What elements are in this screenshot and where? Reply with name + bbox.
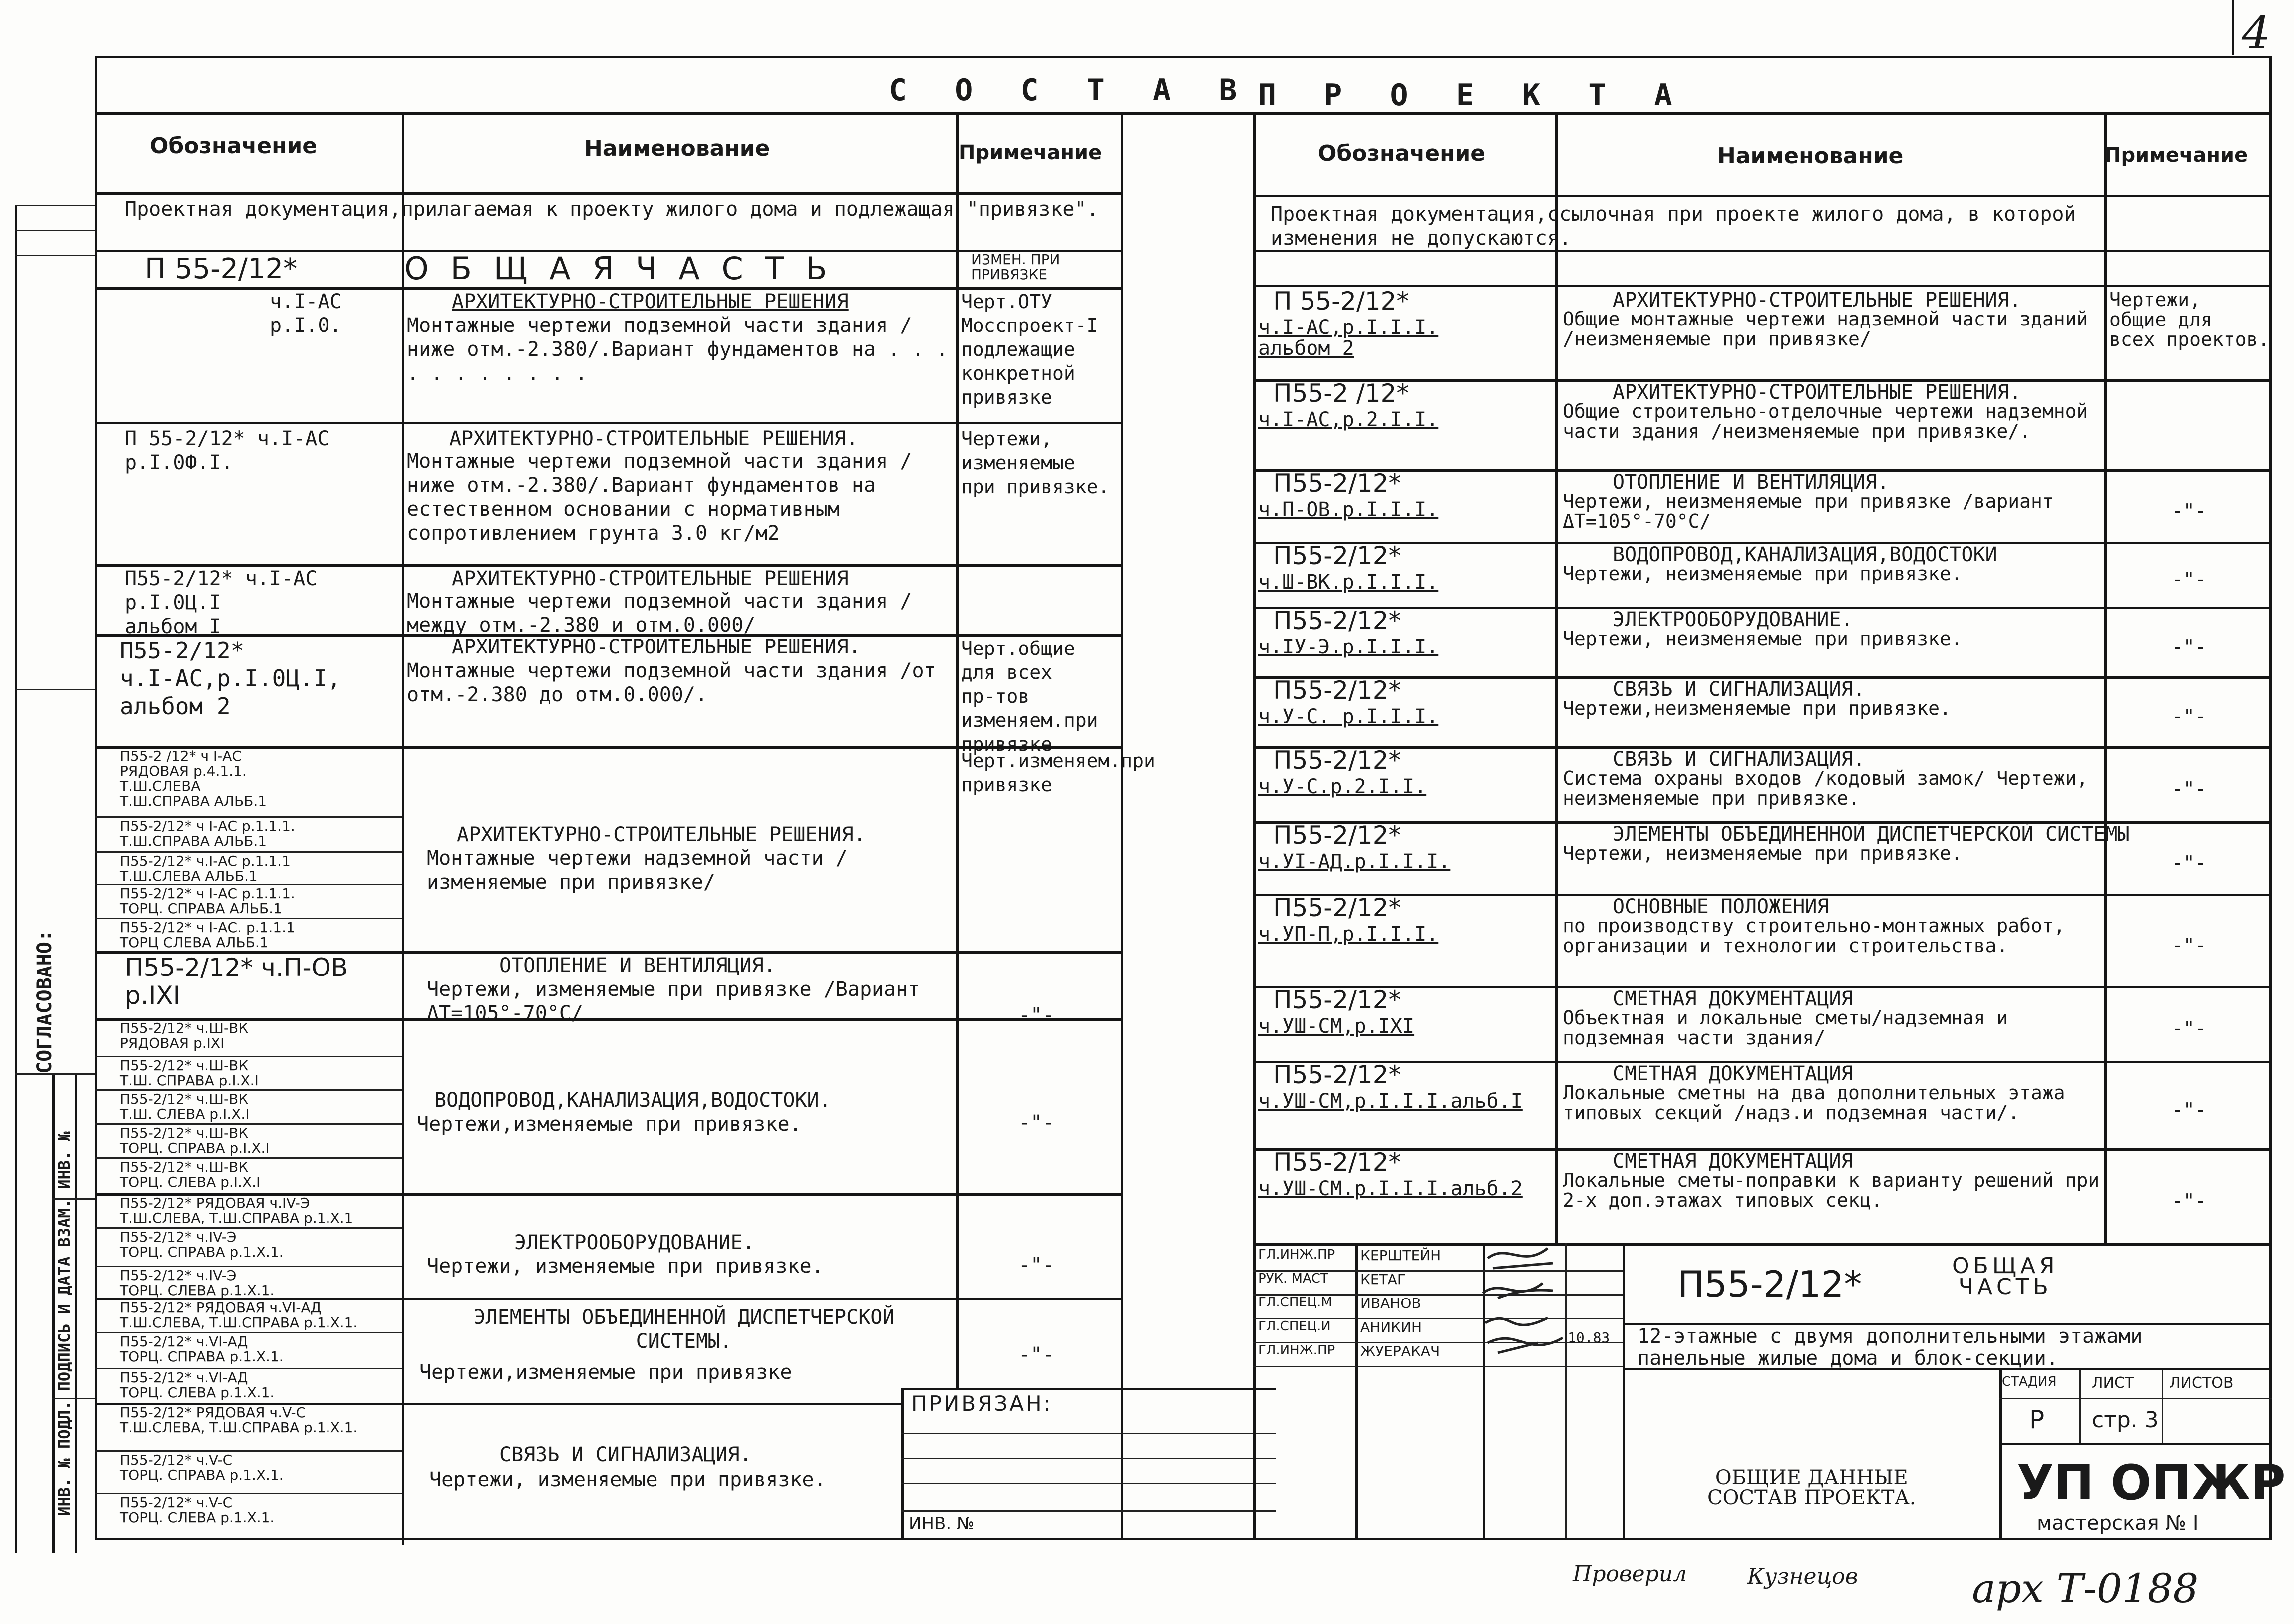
right-row-code: П55-2/12*: [1273, 1060, 1401, 1089]
dispatch-body: Чертежи,изменяемые при привязке: [419, 1361, 792, 1384]
water-body: Чертежи,изменяемые при привязке.: [417, 1113, 802, 1136]
electro-code-3: П55-2/12* ч.IV-Э ТОРЦ. СЛЕВА р.1.Х.1.: [120, 1267, 275, 1299]
side-tick: [15, 689, 95, 690]
right-hdr-name: Наименование: [1717, 143, 1904, 169]
right-row-code: П55-2/12*: [1273, 469, 1401, 498]
heating-code: П55-2/12* ч.П-ОВ р.IXI: [125, 953, 348, 1010]
doc-title: ОБЩИЕ ДАННЫЕ СОСТАВ ПРОЕКТА.: [1707, 1466, 1916, 1509]
right-row-code: П 55-2/12*: [1273, 287, 1409, 316]
dispatch-title: ЭЛЕМЕНТЫ ОБЪЕДИНЕННОЙ ДИСПЕТЧЕРСКОЙ СИСТЕМЫ.: [473, 1306, 895, 1353]
side-tick: [52, 1198, 95, 1200]
left-hdr-note: Примечание: [959, 141, 1102, 164]
stamp-name: АНИКИН: [1360, 1319, 1422, 1335]
heating-note: -"-: [1018, 1004, 1055, 1027]
group-a-body: Монтажные чертежи надземной части /изменяемые при привязке/: [427, 847, 848, 894]
right-row-note: Чертежи, общие для всех проектов.: [2109, 289, 2270, 350]
right-row-title: СМЕТНАЯ ДОКУМЕНТАЦИЯ: [1613, 1150, 1853, 1173]
left-hdr-name: Наименование: [584, 136, 770, 161]
stamp-line: [1999, 1398, 2272, 1399]
left-row-3-title: АРХИТЕКТУРНО-СТРОИТЕЛЬНЫЕ РЕШЕНИЯ: [452, 567, 849, 590]
checked-label: Проверил: [1573, 1561, 1687, 1587]
group-a-code-3: П55-2/12* ч.I-АС р.1.1.1 Т.Ш.СЛЕВА АЛЬБ.1: [120, 853, 291, 884]
side-tick: [15, 1073, 95, 1075]
right-row-note: -"-: [2172, 851, 2206, 874]
left-col-sep-2: [956, 112, 959, 1390]
right-row-code: П55-2 /12*: [1273, 379, 1409, 408]
stage-value: Р: [2029, 1405, 2045, 1434]
right-row-sub: ч.I-АС,р.I.I.I. альбом 2: [1258, 316, 1439, 360]
comm-code-1: П55-2/12* РЯДОВАЯ ч.V-С Т.Ш.СЛЕВА, Т.Ш.СПРАВА р.1.Х.1.: [120, 1404, 358, 1436]
left-row-4-title: АРХИТЕКТУРНО-СТРОИТЕЛЬНЫЕ РЕШЕНИЯ.: [452, 636, 861, 658]
right-row-body: Чертежи, неизменяемые при привязке /вариант ΔТ=105°-70°С/: [1563, 490, 2054, 532]
privyazan-label: ПРИВЯЗАН:: [911, 1391, 1053, 1416]
right-row-body: Объектная и локальные сметы/надземная и подземная части здания/: [1563, 1007, 2008, 1049]
right-col-sep-1: [1555, 112, 1558, 1246]
right-row-code: П55-2/12*: [1273, 676, 1401, 705]
right-row-code: П55-2/12*: [1273, 1148, 1401, 1177]
stamp-col: [2079, 1368, 2081, 1443]
right-row-sub: ч.П-ОВ.р.I.I.I.: [1258, 498, 1439, 521]
right-row-code: П55-2/12*: [1273, 985, 1401, 1014]
signature-1: [1488, 1248, 1553, 1268]
right-row-body: Локальные сметны на два дополнительных этажа типовых секций /надз.и подземная части/.: [1563, 1082, 2065, 1124]
privyazan-inv: ИНВ. №: [909, 1514, 975, 1534]
agreed-label: СОГЛАСОВАНО:: [33, 930, 56, 1074]
right-row-body: Система охраны входов /кодовый замок/ Чертежи, неизменяемые при привязке.: [1563, 767, 2088, 809]
electro-code-2: П55-2/12* ч.IV-Э ТОРЦ. СПРАВА р.1.Х.1.: [120, 1229, 284, 1260]
right-row-title: ЭЛЕКТРООБОРУДОВАНИЕ.: [1613, 608, 1853, 631]
left-row-1-note: Черт.ОТУ Мосспроект-I подлежащие конкретной привязке: [961, 291, 1098, 408]
comm-body: Чертежи, изменяемые при привязке.: [429, 1468, 826, 1491]
org-name: УП ОПЖР: [2017, 1455, 2286, 1511]
electro-note: -"-: [1018, 1254, 1055, 1277]
group-a-note: Черт.изменяем.при привязке: [961, 750, 1155, 796]
right-col-sep-2: [2104, 112, 2107, 1246]
stamp-name: ИВАНОВ: [1360, 1295, 1421, 1311]
stamp-top: [1253, 1243, 2272, 1246]
right-row-note: -"-: [2172, 1098, 2206, 1121]
right-row-sub: ч.УШ-СМ,р.IXI: [1258, 1015, 1415, 1038]
right-row-code: П55-2/12*: [1273, 541, 1401, 570]
right-row-note: -"-: [2172, 499, 2206, 522]
right-row-title: СМЕТНАЯ ДОКУМЕНТАЦИЯ: [1613, 987, 1853, 1010]
signature-2: [1483, 1283, 1553, 1298]
stamp-role: ГЛ.ИНЖ.ПР: [1258, 1343, 1335, 1358]
right-frame-left: [1253, 112, 1256, 1538]
group-a-code-1: П55-2 /12* ч I-АС РЯДОВАЯ р.4.1.1. Т.Ш.СЛЕВА Т.Ш.СПРАВА АЛЬБ.1: [120, 748, 267, 809]
stamp-col: [2162, 1368, 2163, 1443]
left-row-4-note: Черт.общие для всех пр-тов изменяем.при привязке: [961, 638, 1098, 755]
stamp-name: КЕТАГ: [1360, 1271, 1406, 1288]
frame-right: [2269, 56, 2272, 1539]
right-row-code: П55-2/12*: [1273, 821, 1401, 850]
stamp-code: П55-2/12*: [1677, 1263, 1862, 1305]
right-row-sub: ч.I-АС,р.2.I.I.: [1258, 408, 1439, 431]
right-row-title: ЭЛЕМЕНТЫ ОБЪЕДИНЕННОЙ ДИСПЕТЧЕРСКОЙ СИСТЕМЫ: [1613, 823, 2130, 846]
general-title: О Б Щ А Я Ч А С Т Ь: [404, 250, 833, 287]
right-row-body: Общие строительно-отделочные чертежи надземной части здания /неизменяемые при привязке/.: [1563, 400, 2088, 442]
water-note: -"-: [1018, 1111, 1055, 1134]
left-row-1-title: АРХИТЕКТУРНО-СТРОИТЕЛЬНЫЕ РЕШЕНИЯ: [452, 290, 849, 313]
sheets-label: ЛИСТОВ: [2169, 1374, 2234, 1392]
side-line-3: [75, 1073, 77, 1553]
right-hdr-note: Примечание: [2104, 144, 2248, 167]
right-row-body: Чертежи, неизменяемые при привязке.: [1563, 628, 1963, 650]
right-row-sub: ч.УI-АД.р.I.I.I.: [1258, 850, 1451, 873]
privyazan-line: [901, 1433, 1276, 1434]
right-row-sub: ч.Ш-ВК.р.I.I.I.: [1258, 571, 1439, 594]
right-row-title: СВЯЗЬ И СИГНАЛИЗАЦИЯ.: [1613, 748, 1865, 771]
privyazan-line: [901, 1458, 1276, 1459]
stage-label: СТАДИЯ: [2002, 1374, 2057, 1389]
left-hdr-designation: Обозначение: [150, 133, 318, 159]
side-tick: [15, 230, 95, 231]
water-code-4: П55-2/12* ч.Ш-ВК ТОРЦ. СПРАВА р.I.X.I: [120, 1125, 270, 1156]
privyazan-left: [901, 1388, 904, 1538]
water-code-2: П55-2/12* ч.Ш-ВК Т.Ш. СПРАВА р.I.X.I: [120, 1057, 259, 1089]
dispatch-code-3: П55-2/12* ч.VI-АД ТОРЦ. СЛЕВА р.1.Х.1.: [120, 1369, 275, 1401]
dispatch-code-1: П55-2/12* РЯДОВАЯ ч.VI-АД Т.Ш.СЛЕВА, Т.Ш.СПРАВА р.1.Х.1.: [120, 1299, 358, 1331]
dispatch-note: -"-: [1018, 1343, 1055, 1366]
stamp-date: 10.83: [1568, 1329, 1610, 1346]
right-hdr-designation: Обозначение: [1318, 141, 1486, 166]
stamp-col: [1355, 1243, 1358, 1538]
left-row-1-code: ч.I-АС р.I.0.: [270, 290, 342, 337]
corner-line: [2232, 0, 2234, 55]
left-row-3-code: П55-2/12* ч.I-АС р.I.0Ц.I альбом I: [125, 567, 318, 638]
stamp-name: КЕРШТЕЙН: [1360, 1247, 1441, 1264]
left-row-2-note: Чертежи, изменяемые при привязке.: [961, 428, 1110, 498]
side-tick: [15, 205, 95, 206]
left-row-4-body: Монтажные чертежи подземной части здания /от отм.-2.380 до отм.0.000/.: [407, 659, 936, 706]
right-row-note: -"-: [2172, 778, 2206, 800]
frame-top: [95, 56, 2272, 58]
right-row-note: -"-: [2172, 1017, 2206, 1039]
right-row-sub: ч.У-С. р.I.I.I.: [1258, 705, 1439, 728]
signature-3: [1485, 1318, 1548, 1325]
row-line: [1253, 250, 2272, 252]
side-line-2: [52, 1073, 55, 1553]
right-row-title: ОТОПЛЕНИЕ И ВЕНТИЛЯЦИЯ.: [1613, 471, 1889, 494]
right-row-note: -"-: [2172, 1190, 2206, 1212]
left-row-2-code: П 55-2/12* ч.I-АС р.I.0Ф.I.: [125, 427, 329, 474]
privyazan-line: [901, 1483, 1276, 1484]
electro-title: ЭЛЕКТРООБОРУДОВАНИЕ.: [514, 1231, 755, 1254]
title-left: С О С Т А В: [889, 73, 1252, 108]
stamp-col: [1623, 1243, 1625, 1538]
right-row-sub: ч.УШ-СМ,р.I.I.I.альб.I: [1258, 1090, 1523, 1113]
electro-code-1: П55-2/12* РЯДОВАЯ ч.IV-Э Т.Ш.СЛЕВА, Т.Ш.СПРАВА р.1.Х.1: [120, 1195, 353, 1226]
inv-side-label: ИНВ. № ПОДЛ. ПОДПИСЬ И ДАТА ВЗАМ. ИНВ. №: [55, 1131, 74, 1516]
sheet-value: стр. 3: [2092, 1407, 2159, 1433]
stamp-role: ГЛ.СПЕЦ.И: [1258, 1319, 1331, 1334]
right-row-sub: ч.У-С.р.2.I.I.: [1258, 775, 1427, 798]
signature-4: [1488, 1338, 1563, 1353]
left-intro: Проектная документация,прилагаемая к проекту жилого дома и подлежащая "привязке".: [125, 198, 1099, 221]
signature-scribbles: [1478, 1238, 1578, 1388]
left-row-1-body: Монтажные чертежи подземной части здания /ниже отм.-2.380/.Вариант фундаментов на . . . . . . . . . . .: [407, 314, 948, 385]
right-row-title: СМЕТНАЯ ДОКУМЕНТАЦИЯ: [1613, 1062, 1853, 1085]
right-row-note: -"-: [2172, 636, 2206, 657]
electro-body: Чертежи, изменяемые при привязке.: [427, 1255, 824, 1278]
stamp-line: [1999, 1443, 2272, 1445]
group-a-code-4: П55-2/12* ч I-АС р.1.1.1. ТОРЦ. СПРАВА АЛЬБ.1: [120, 885, 295, 917]
left-col-sep-1: [402, 112, 404, 1545]
right-row-title: АРХИТЕКТУРНО-СТРОИТЕЛЬНЫЕ РЕШЕНИЯ.: [1613, 289, 2021, 312]
right-row-body: Чертежи, неизменяемые при привязке.: [1563, 842, 1963, 864]
heating-body: Чертежи, изменяемые при привязке /Вариант ΔТ=105°-70°С/: [427, 978, 920, 1025]
stamp-col: [1999, 1368, 2002, 1538]
comm-code-3: П55-2/12* ч.V-С ТОРЦ. СЛЕВА р.1.Х.1.: [120, 1494, 275, 1526]
side-tick: [15, 255, 95, 256]
right-row-body: по производству строительно-монтажных работ, организации и технологии строительства.: [1563, 915, 2065, 957]
right-row-body: Чертежи,неизменяемые при привязке.: [1563, 697, 1951, 719]
checker-name: Кузнецов: [1747, 1564, 1858, 1589]
row-line: [95, 422, 1123, 424]
side-line-1: [15, 205, 17, 1553]
stamp-description: 12-этажные с двумя дополнительными этажами панельные жилые дома и блок-секции.: [1638, 1325, 2143, 1370]
right-row-body: Локальные сметы-поправки к варианту решений при 2-х доп.этажах типовых секц.: [1563, 1169, 2100, 1211]
page-number: 4: [2242, 7, 2271, 59]
group-a-title: АРХИТЕКТУРНО-СТРОИТЕЛЬНЫЕ РЕШЕНИЯ.: [457, 823, 866, 846]
right-row-title: АРХИТЕКТУРНО-СТРОИТЕЛЬНЫЕ РЕШЕНИЯ.: [1613, 381, 2021, 404]
right-hdr-bottom: [1253, 195, 2272, 197]
right-row-code: П55-2/12*: [1273, 606, 1401, 635]
right-row-sub: ч.УП-П,р.I.I.I.: [1258, 923, 1439, 946]
right-row-sub: ч.УШ-СМ.р.I.I.I.альб.2: [1258, 1177, 1523, 1200]
right-intro: Проектная документация,ссылочная при проекте жилого дома, в которой изменения не допускаются.: [1271, 203, 2076, 250]
group-a-code-2: П55-2/12* ч I-АС р.1.1.1. Т.Ш.СПРАВА АЛЬБ.1: [120, 818, 295, 849]
title-right: П Р О Е К Т А: [1258, 78, 1687, 113]
left-hdr-bottom: [95, 192, 1123, 195]
water-code-1: П55-2/12* ч.Ш-ВК РЯДОВАЯ р.IXI: [120, 1020, 249, 1051]
privyazan-top: [901, 1388, 1276, 1390]
right-row-note: -"-: [2172, 934, 2206, 956]
stamp-role: ГЛ.ИНЖ.ПР: [1258, 1247, 1335, 1262]
left-row-2-body: Монтажные чертежи подземной части здания /ниже отм.-2.380/.Вариант фундаментов на естественном основании с нормативным сопротивлением грунта 3.0 кг/м2: [407, 450, 912, 545]
left-row-3-body: Монтажные чертежи подземной части здания /между отм.-2.380 и отм.0.000/: [407, 590, 912, 637]
comm-title: СВЯЗЬ И СИГНАЛИЗАЦИЯ.: [499, 1443, 752, 1466]
group-a-code-5: П55-2/12* ч I-АС. р.1.1.1 ТОРЦ СЛЕВА АЛЬБ.1: [120, 919, 295, 951]
privyazan-divider: [1121, 1388, 1123, 1538]
water-code-5: П55-2/12* ч.Ш-ВК ТОРЦ. СЛЕВА р.I.X.I: [120, 1159, 261, 1190]
water-title: ВОДОПРОВОД,КАНАЛИЗАЦИЯ,ВОДОСТОКИ.: [434, 1089, 831, 1112]
left-row-2-title: АРХИТЕКТУРНО-СТРОИТЕЛЬНЫЕ РЕШЕНИЯ.: [449, 427, 858, 450]
stamp-section: ОБЩАЯ ЧАСТЬ: [1952, 1253, 2059, 1299]
general-note: ИЗМЕН. ПРИ ПРИВЯЗКЕ: [971, 251, 1060, 283]
right-row-code: П55-2/12*: [1273, 746, 1401, 775]
right-row-code: П55-2/12*: [1273, 893, 1401, 922]
water-code-3: П55-2/12* ч.Ш-ВК Т.Ш. СЛЕВА р.I.X.I: [120, 1091, 250, 1122]
sheet-label: ЛИСТ: [2092, 1374, 2134, 1392]
right-row-sub: ч.IУ-Э.р.I.I.I.: [1258, 636, 1439, 658]
right-row-title: СВЯЗЬ И СИГНАЛИЗАЦИЯ.: [1613, 678, 1865, 701]
stamp-role: РУК. МАСТ: [1258, 1271, 1328, 1286]
stamp-name: ЖУЕРАКАЧ: [1360, 1343, 1440, 1359]
right-row-title: ОСНОВНЫЕ ПОЛОЖЕНИЯ: [1613, 895, 1829, 918]
frame-left: [95, 56, 97, 1539]
archive-number: арх Т-0188: [1972, 1565, 2199, 1612]
general-code: П 55-2/12*: [145, 253, 298, 285]
right-row-title: ВОДОПРОВОД,КАНАЛИЗАЦИЯ,ВОДОСТОКИ: [1613, 543, 1997, 566]
right-row-note: -"-: [2172, 705, 2206, 727]
heating-title: ОТОПЛЕНИЕ И ВЕНТИЛЯЦИЯ.: [499, 954, 776, 977]
frame-bottom: [95, 1538, 2272, 1540]
stamp-role: ГЛ.СПЕЦ.М: [1258, 1295, 1332, 1310]
right-row-body: Общие монтажные чертежи надземной части зданий /неизменяемые при привязке/: [1563, 308, 2088, 350]
comm-code-2: П55-2/12* ч.V-С ТОРЦ. СПРАВА р.1.Х.1.: [120, 1452, 284, 1483]
left-row-4-code: П55-2/12* ч.I-АС,р.I.0Ц.I, альбом 2: [120, 637, 341, 720]
workshop: мастерская № I: [2037, 1512, 2199, 1535]
dispatch-code-2: П55-2/12* ч.VI-АД ТОРЦ. СПРАВА р.1.Х.1.: [120, 1333, 284, 1365]
right-row-body: Чертежи, неизменяемые при привязке.: [1563, 563, 1963, 585]
right-row-note: -"-: [2172, 568, 2206, 590]
side-tick: [52, 1398, 95, 1399]
title-underline: [95, 112, 2272, 115]
privyazan-line: [901, 1510, 1276, 1512]
